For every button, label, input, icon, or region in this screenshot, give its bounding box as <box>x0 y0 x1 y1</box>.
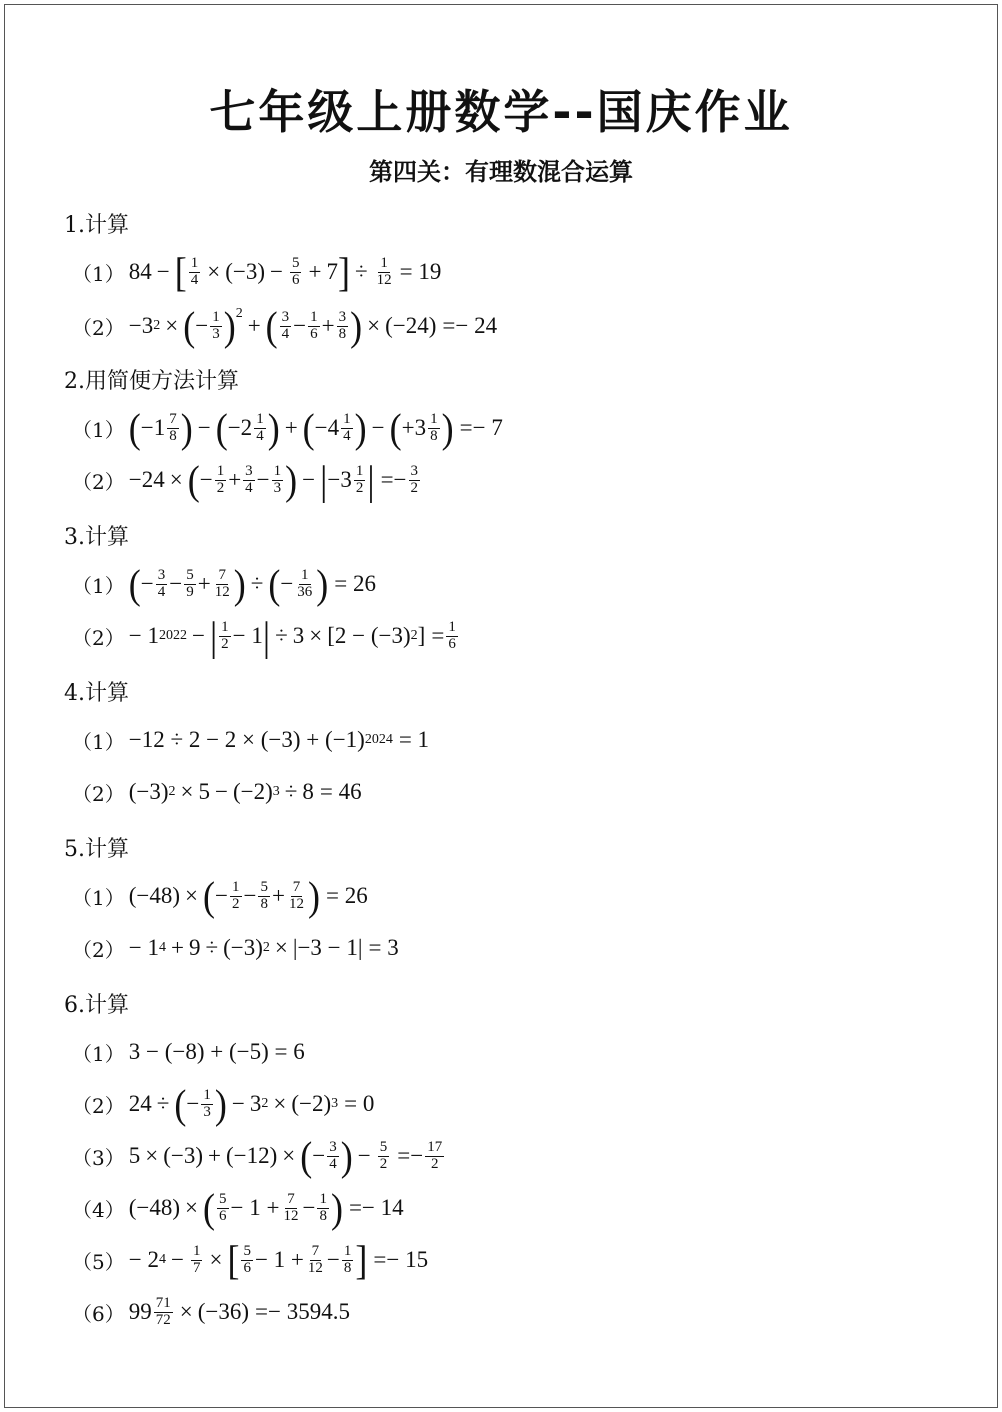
problem-1-2: （2） −3 2 × ( − $\frac{1}{3}$ ) $^2$ + ( $\frac{3}{4}$ − $\frac{1}{6}$ + $\frac{3}{8}$ ) × (−24) =− 24 <box>72 303 498 349</box>
problem-index: （6） <box>72 1301 125 1326</box>
answer: = 19 <box>399 259 442 284</box>
problem-index: （2） <box>72 315 125 340</box>
problem-index: （2） <box>72 469 125 494</box>
answer: = 1 <box>398 727 430 752</box>
problem-2-2: （2） −24 × ( − $\frac{1}{2}$ + $\frac{3}{4}$ − $\frac{1}{3}$ ) − | −3 $\frac{1}{2}$ | =− $\frac{3}{2}$ <box>72 457 419 503</box>
problem-5-1: （1） (−48) × ( − $\frac{1}{2}$ − $\frac{5}{8}$ + $\frac{7}{12}$ ) = 26 <box>72 873 368 919</box>
problem-6-3: （3） 5 × (−3) + (−12) × ( − $\frac{3}{4}$ ) − $\frac{5}{2}$ =− $\frac{17}{2}$ <box>72 1133 443 1179</box>
answer: =− 24 <box>442 313 498 338</box>
problem-index: （1） <box>72 261 125 286</box>
problem-index: （1） <box>72 417 125 442</box>
problem-6-4: （4） (−48) × ( $\frac{5}{6}$ − 1 + $\frac{7}{12}$ − $\frac{1}{8}$ ) =− 14 <box>72 1185 404 1231</box>
answer: = 3 <box>368 935 399 960</box>
expression: 3 − (−8) + (−5) = 6 <box>128 1039 305 1064</box>
problem-index: （2） <box>72 937 125 962</box>
problem-index: （3） <box>72 1145 125 1170</box>
problem-6-1 <box>72 1030 305 1074</box>
problem-6-2: （2） 24 ÷ ( − $\frac{1}{3}$ ) − 3 2 × (−2) 3 = 0 <box>72 1081 375 1127</box>
problem-index: （2） <box>72 1093 125 1118</box>
page-subtitle: 第四关：有理数混合运算 <box>369 158 633 186</box>
problem-1-1: （1） 84 − [ $\frac{1}{4}$ × (−3) − $\frac{5}{6}$ + 7 ] ÷ $\frac{1}{12}$ = 19 <box>72 249 442 295</box>
problem-index: （2） <box>72 625 125 650</box>
answer: = <box>431 623 445 648</box>
section-heading-6: 6.计算 <box>64 993 129 1018</box>
exponent: 2024 <box>364 732 393 747</box>
answer: = 46 <box>319 779 362 804</box>
section-heading-1: 1.计算 <box>64 213 129 238</box>
answer: =− 15 <box>373 1247 429 1272</box>
answer: =− <box>397 1143 424 1168</box>
expression: −12 ÷ 2 − 2 × (−3) + (−1) <box>128 727 365 752</box>
section-heading-5: 5.计算 <box>64 837 129 862</box>
section-heading-2: 2.用简便方法计算 <box>64 369 239 394</box>
problem-3-1: （1） ( − $\frac{3}{4}$ − $\frac{5}{9}$ + $\frac{7}{12}$ ) ÷ ( − $\frac{1}{36}$ ) = 26 <box>72 561 377 607</box>
problem-index: （2） <box>72 781 125 806</box>
problem-5-2: （2） − 1 4 + 9 ÷ (−3) 2 × |−3 − 1| = 3 <box>72 935 399 962</box>
answer: =− 3594.5 <box>255 1299 350 1324</box>
answer: = 26 <box>325 883 368 908</box>
problem-index: （1） <box>72 885 125 910</box>
answer: =− 7 <box>459 415 503 440</box>
problem-index: （1） <box>72 1041 125 1066</box>
answer: = 26 <box>334 571 377 596</box>
answer: =− <box>380 467 407 492</box>
problem-6-6: （6） 99 $\frac{71}{72}$ × (−36) =− 3594.5 <box>72 1294 350 1328</box>
problem-index: （4） <box>72 1197 125 1222</box>
answer: =− 14 <box>348 1195 404 1220</box>
problem-2-1: （1） ( −1 $\frac{7}{8}$ ) − ( −2 $\frac{1}{4}$ ) + ( −4 $\frac{1}{4}$ ) − ( +3 $\frac{1}{8}$ ) =− 7 <box>72 405 503 451</box>
answer: = 0 <box>344 1091 375 1116</box>
page-title: 七年级上册数学--国庆作业 <box>209 85 793 139</box>
problem-4-2: （2） (−3) 2 × 5 − (−2) 3 ÷ 8 = 46 <box>72 779 362 806</box>
section-heading-4: 4.计算 <box>64 681 129 706</box>
problem-6-5: （5） − 2 4 − $\frac{1}{7}$ × [ $\frac{5}{6}$ − 1 + $\frac{7}{12}$ − $\frac{1}{8}$ ] =− 15 <box>72 1237 429 1283</box>
problem-index: （1） <box>72 573 125 598</box>
problem-index: （5） <box>72 1249 125 1274</box>
section-heading-3: 3.计算 <box>64 525 129 550</box>
problem-4-1 <box>72 718 429 762</box>
problem-index: （1） <box>72 729 125 754</box>
problem-3-2: （2） − 1 2022 − | $\frac{1}{2}$ − 1 | ÷ 3 × [2 − (−3) 2 ] = $\frac{1}{6}$ <box>72 613 456 659</box>
